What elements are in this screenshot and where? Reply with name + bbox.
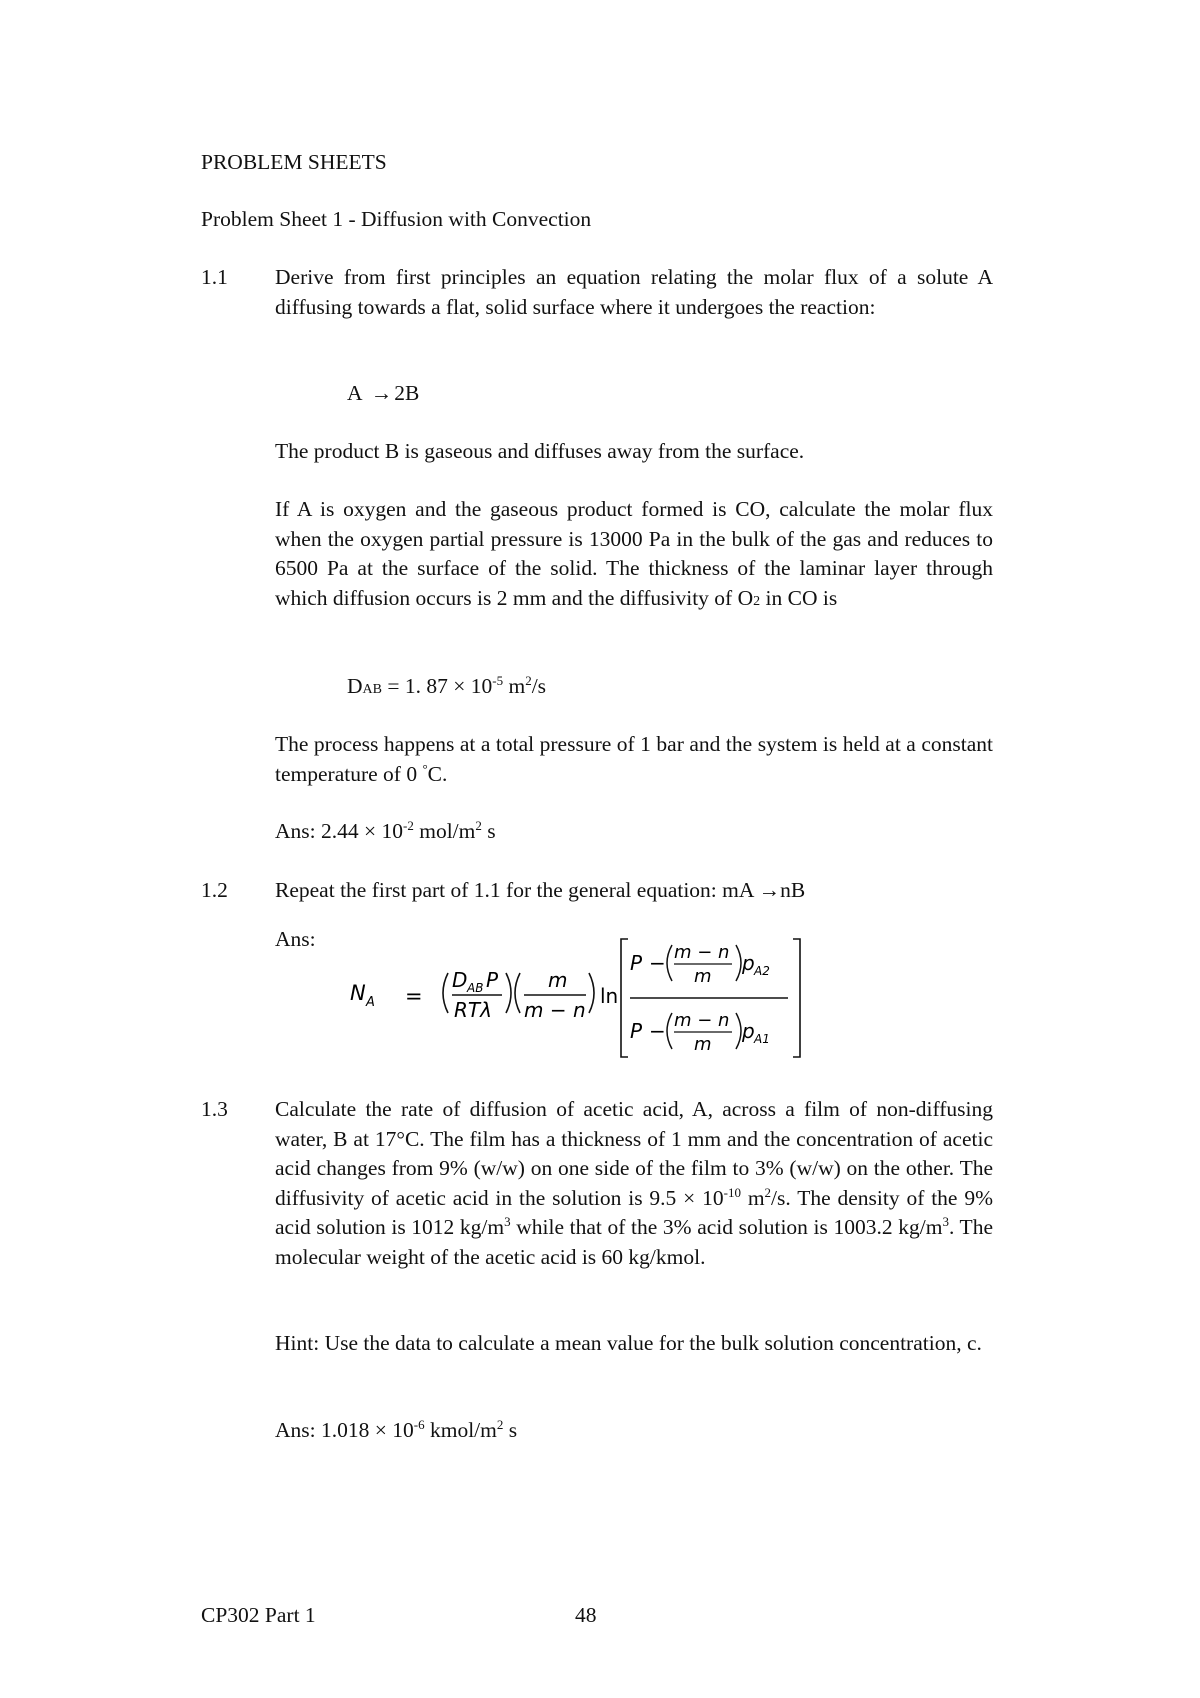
product: 2B: [394, 381, 420, 405]
answer-unit: kmol/m: [424, 1418, 497, 1442]
diffusivity-equation: [347, 672, 546, 705]
diffusivity-subscript: AB: [362, 682, 382, 697]
answer-text: Ans: 2.44 × 10: [275, 819, 403, 843]
diffusivity-unit-tail: /s: [531, 674, 547, 698]
problem-number: 1.2: [201, 878, 228, 902]
problem-number: 1.3: [201, 1097, 228, 1121]
answer-unit: mol/m: [413, 819, 476, 843]
equals-sign: =: [405, 984, 423, 1008]
problem-text-c: /s. The density of the 9% acid solution is 1012 kg/m: [275, 1185, 993, 1239]
answer-unit-tail: s: [503, 1418, 518, 1442]
scenario-paragraph: [275, 495, 993, 616]
reaction-arrow: →: [758, 878, 781, 902]
diffusivity-exponent: -10: [723, 1184, 741, 1200]
problem-text-e: . The molecular weight of the acetic acid is 60 kg/kmol.: [275, 1215, 993, 1269]
diffusivity-value: = 1. 87 × 10: [381, 674, 493, 698]
inner-num: m − n: [674, 1010, 730, 1031]
hint-paragraph: Hint: Use the data to calculate a mean value for the bulk solution concentration, c.: [275, 1331, 982, 1355]
o2-subscript: 2: [753, 593, 761, 609]
conditions-tail: C.: [427, 761, 448, 786]
paren-right-3: [736, 945, 741, 981]
frac2-den: m − n: [524, 998, 586, 1022]
minus-sign: −: [649, 1019, 666, 1043]
diffusivity-unit-exponent: 2: [525, 673, 532, 688]
problem-text-body: Repeat the first part of 1.1 for the general equation: mA: [275, 878, 759, 902]
frac1-num-symbol: D: [452, 968, 468, 992]
diffusivity-unit: m: [503, 674, 526, 698]
problem-text-tail: nB: [780, 878, 806, 902]
answer-1-3: [275, 1416, 517, 1446]
problem-text: [275, 876, 805, 906]
problem-number: 1.1: [201, 265, 228, 289]
paren-right-1: [506, 973, 511, 1013]
reaction-arrow: →: [370, 381, 393, 405]
paren-right-2: [589, 973, 594, 1013]
partial-pressure-subscript-bottom: A1: [754, 1032, 770, 1046]
paren-left-3: [667, 945, 672, 981]
paren-left-2: [515, 973, 520, 1013]
diffusivity-exponent: -5: [492, 673, 504, 688]
page-number: 48: [575, 1603, 597, 1627]
frac1-num-tail: P: [486, 968, 499, 992]
answer-exponent: -2: [403, 818, 414, 833]
density-exponent: 3: [942, 1214, 949, 1229]
partial-pressure-symbol: p: [742, 1019, 755, 1043]
minus-sign: −: [649, 951, 666, 975]
problem-text-b: m: [740, 1185, 765, 1210]
paren-right-4: [736, 1013, 741, 1049]
flux-subscript: A: [366, 995, 375, 1010]
inner-den: m: [694, 1034, 712, 1055]
frac1-den: RTλ: [454, 998, 492, 1022]
conditions-paragraph: [275, 730, 993, 789]
flux-symbol: N: [350, 981, 366, 1005]
sheet-title: Problem Sheet 1 - Diffusion with Convection: [201, 207, 592, 231]
paren-left-4: [667, 1013, 672, 1049]
partial-pressure-symbol: p: [742, 951, 755, 975]
product-note: The product B is gaseous and diffuses away from the surface.: [275, 439, 805, 463]
problem-text: [275, 1095, 993, 1272]
pressure-symbol: P: [630, 951, 643, 975]
ln-operator: ln: [600, 984, 619, 1008]
bracket-right: [793, 939, 800, 1057]
paren-left-1: [443, 973, 448, 1013]
inner-den: m: [694, 966, 712, 987]
diffusivity-symbol: D: [347, 674, 363, 698]
answer-unit-exponent: 2: [475, 818, 482, 833]
problem-text: Derive from first principles an equation relating the molar flux of a solute A diffusing towards a flat, solid surface where it undergoes the reaction:: [275, 265, 993, 319]
density-exponent: 3: [504, 1214, 511, 1229]
answer-unit-exponent: 2: [496, 1417, 504, 1432]
reactant: A: [347, 381, 362, 405]
answer-label: Ans:: [275, 927, 316, 951]
bracket-left: [621, 939, 628, 1057]
answer-1-1: [275, 817, 496, 847]
frac1-num-subscript: AB: [467, 981, 484, 995]
answer-unit-tail: s: [481, 819, 496, 843]
problem-text-d: while that of the 3% acid solution is 1003.2 kg/m: [510, 1215, 943, 1239]
problem-text-a: Calculate the rate of diffusion of acetic acid, A, across a film of non-diffusing water, B at 17°C. The film has a thickness of 1 mm and the concentration of acetic acid changes from 9% (w/w) on one side of the film to 3% (w/w) on the other. The diffusivity of acetic acid in the solution is 9.5 × 10: [275, 1097, 993, 1210]
degree-symbol: °: [422, 760, 428, 776]
answer-exponent: -6: [413, 1417, 425, 1432]
unit-exponent: 2: [764, 1184, 772, 1200]
pressure-symbol: P: [630, 1019, 643, 1043]
page-heading: PROBLEM SHEETS: [201, 150, 387, 174]
inner-num: m − n: [674, 942, 730, 963]
partial-pressure-subscript-top: A2: [754, 964, 770, 978]
flux-equation: [330, 925, 810, 1065]
footer-course: CP302 Part 1: [201, 1603, 316, 1627]
conditions-text: The process happens at a total pressure of 1 bar and the system is held at a constant temperature of 0: [275, 732, 993, 786]
reaction-equation: [347, 379, 419, 409]
scenario-text-tail: in CO is: [760, 585, 838, 610]
scenario-text: If A is oxygen and the gaseous product formed is CO, calculate the molar flux when the oxygen partial pressure is 13000 Pa in the bulk of the gas and reduces to 6500 Pa at the surface of the solid. The thickness of the laminar layer through which diffusion occurs is 2 mm and the diffusivity of O: [275, 497, 993, 610]
answer-text: Ans: 1.018 × 10: [275, 1418, 414, 1442]
frac2-num: m: [548, 968, 568, 992]
